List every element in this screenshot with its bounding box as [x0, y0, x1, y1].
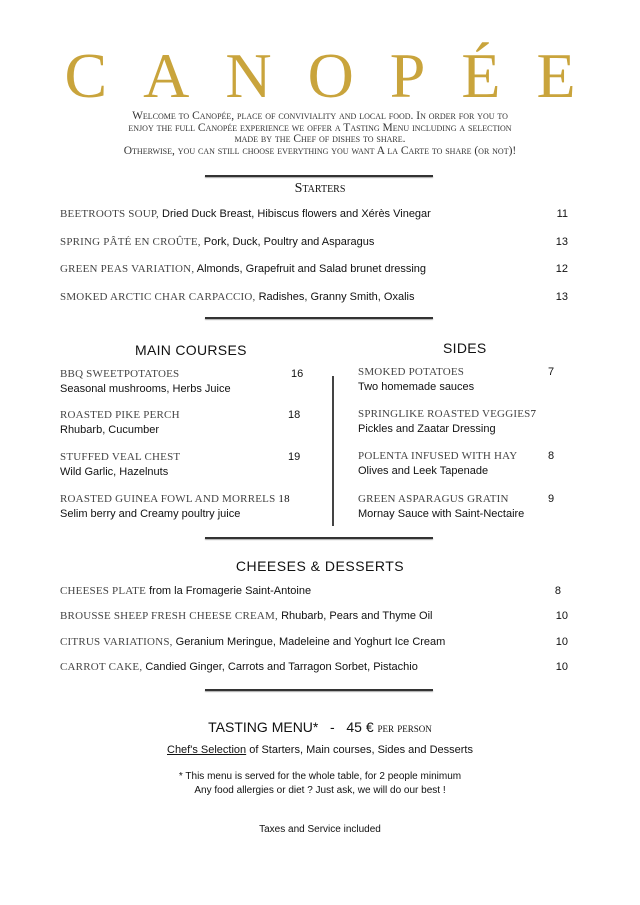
- restaurant-title: CANOPÉE: [64, 40, 612, 111]
- intro-line: enjoy the full Canopée experience we offer a Tasting Menu including a selection: [128, 121, 512, 134]
- dish-price: 13: [555, 291, 568, 303]
- starters-heading: Starters: [294, 181, 346, 196]
- dish-description: Dried Duck Breast, Hibiscus flowers and Xérès Vinegar: [162, 208, 431, 220]
- dessert-item: [60, 585, 570, 597]
- dish-description: Selim berry and Creamy poultry juice: [60, 508, 241, 520]
- starter-item: [60, 208, 570, 220]
- tasting-menu-label: TASTING MENU*: [208, 719, 319, 735]
- dish-price: 8: [554, 585, 561, 597]
- dish-price: 18: [288, 409, 301, 421]
- dish-description: from la Fromagerie Saint-Antoine: [149, 585, 312, 597]
- dish-price: 10: [555, 636, 568, 648]
- main-course-item: [60, 368, 305, 395]
- intro-line: made by the Chef of dishes to share.: [234, 133, 406, 145]
- allergy-note: Any food allergies or diet ? Just ask, we will do our best !: [194, 785, 446, 796]
- column-divider: [332, 376, 334, 526]
- starter-item: [60, 236, 570, 248]
- divider: [205, 175, 433, 177]
- dish-name: [358, 408, 568, 420]
- dish-price: 18: [278, 493, 290, 505]
- dish-price: 7: [530, 408, 537, 420]
- dish-name: GREEN ASPARAGUS GRATIN: [358, 493, 509, 505]
- dish-name: POLENTA INFUSED WITH HAY: [358, 450, 518, 462]
- dish-name: CITRUS VARIATIONS,: [60, 636, 173, 648]
- divider: [205, 689, 433, 691]
- dish-name: [60, 493, 320, 505]
- dish-price: 19: [288, 451, 301, 463]
- chef-selection: Chef's Selection: [167, 744, 247, 756]
- dish-name-text: SPRINGLIKE ROASTED VEGGIES: [358, 408, 531, 420]
- dish-description: Wild Garlic, Hazelnuts: [60, 466, 169, 478]
- dish-name: SMOKED POTATOES: [358, 366, 465, 378]
- dish-name: BBQ SWEETPOTATOES: [60, 368, 180, 380]
- main-courses-heading: MAIN COURSES: [135, 342, 247, 358]
- dish-price: 7: [548, 366, 555, 378]
- divider: [205, 537, 433, 539]
- dish-description: Rhubarb, Pears and Thyme Oil: [281, 610, 433, 622]
- dish-name: GREEN PEAS VARIATION,: [60, 263, 195, 275]
- dish-price: 12: [555, 263, 568, 275]
- chef-selection-line: [0, 744, 640, 756]
- dish-description: Geranium Meringue, Madeleine and Yoghurt Ice Cream: [175, 636, 446, 648]
- divider: [205, 317, 433, 319]
- tasting-separator: -: [330, 719, 335, 735]
- dish-name: CHEESES PLATE: [60, 585, 147, 597]
- dish-description: Pickles and Zaatar Dressing: [358, 423, 496, 435]
- welcome-intro: [70, 111, 570, 157]
- dish-description: Pork, Duck, Poultry and Asparagus: [203, 236, 375, 248]
- dish-name: BROUSSE SHEEP FRESH CHEESE CREAM,: [60, 610, 278, 622]
- dish-name: STUFFED VEAL CHEST: [60, 451, 181, 463]
- sides-heading: SIDES: [443, 340, 487, 356]
- dish-price: 10: [555, 610, 568, 622]
- dish-description: Olives and Leek Tapenade: [358, 465, 489, 477]
- dish-description: Candied Ginger, Carrots and Tarragon Sorbet, Pistachio: [145, 661, 418, 673]
- dish-description: Almonds, Grapefruit and Salad brunet dressing: [196, 263, 427, 275]
- dish-price: 11: [556, 208, 568, 220]
- side-item: [358, 450, 558, 477]
- cheeses-desserts-heading: CHEESES & DESSERTS: [235, 558, 405, 574]
- side-item: [358, 366, 558, 393]
- dessert-item: [60, 610, 570, 622]
- dish-name: SMOKED ARCTIC CHAR CARPACCIO,: [60, 291, 256, 303]
- intro-line: Otherwise, you can still choose everything you want A la Carte to share (or not)!: [123, 144, 517, 157]
- dish-description: Seasonal mushrooms, Herbs Juice: [60, 383, 231, 395]
- main-course-item: [60, 451, 305, 478]
- main-course-item: [60, 409, 305, 436]
- dish-price: 10: [555, 661, 568, 673]
- tasting-menu-line: [0, 719, 640, 736]
- side-item: [358, 493, 558, 520]
- intro-line: Welcome to Canopée, place of conviviality and local food. In order for you to: [132, 110, 508, 122]
- dish-description: Two homemade sauces: [358, 381, 475, 393]
- main-course-item: [60, 493, 320, 520]
- dessert-item: [60, 636, 570, 648]
- dessert-item: [60, 661, 570, 673]
- tasting-note: * This menu is served for the whole table, for 2 people minimum: [178, 771, 462, 782]
- dish-name: ROASTED PIKE PERCH: [60, 409, 180, 421]
- selection-description: of Starters, Main courses, Sides and Desserts: [246, 744, 473, 756]
- dish-name: SPRING PÂTÉ EN CROÛTE,: [60, 236, 201, 248]
- dish-price: 16: [291, 368, 304, 380]
- per-person-label: per person: [377, 720, 432, 735]
- dish-name: CARROT CAKE,: [60, 661, 143, 673]
- dish-name-text: ROASTED GUINEA FOWL AND MORRELS: [60, 493, 276, 505]
- tasting-price: 45 €: [346, 719, 374, 735]
- dish-price: 13: [555, 236, 568, 248]
- dish-price: 8: [548, 450, 555, 462]
- starter-item: [60, 263, 570, 275]
- dish-name: BEETROOTS SOUP,: [60, 208, 159, 220]
- starter-item: [60, 291, 570, 303]
- dish-description: Rhubarb, Cucumber: [60, 424, 160, 436]
- dish-description: Radishes, Granny Smith, Oxalis: [258, 291, 415, 303]
- taxes-note: Taxes and Service included: [259, 824, 381, 835]
- dish-description: Mornay Sauce with Saint-Nectaire: [358, 508, 525, 520]
- dish-price: 9: [548, 493, 555, 505]
- side-item: [358, 408, 568, 435]
